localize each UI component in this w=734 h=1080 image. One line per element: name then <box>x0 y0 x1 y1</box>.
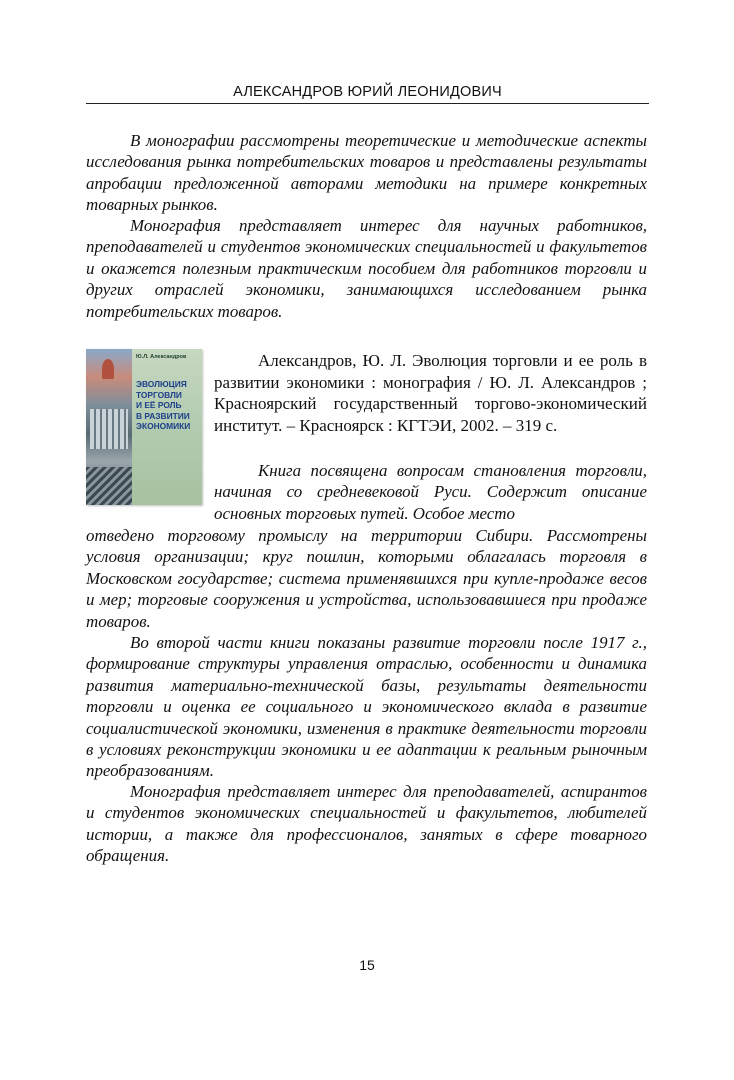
cover-crowd-shape <box>86 467 132 505</box>
book-audience-paragraph: Монография представляет интерес для преподавателей, аспирантов и студентов экономических специальностей и факультетов, любителей истории, а также для профессионалов, занятых в сфере товарного обращения. <box>86 782 647 866</box>
book-citation: Александров, Ю. Л. Эволюция торговли и ее роль в развитии экономики : монография / Ю. Л. Александров ; Красноярский государственный торгово-экономический институт. – Красноярск : КГТЭИ, 2002. – 319 с. <box>214 351 647 435</box>
intro-paragraph-2: Монография представляет интерес для научных работников, преподавателей и студентов экономических специальностей и факультетов и окажется полезным практическим пособием для работников торговли и других отраслей экономики, занимающихся исследованием рынка потребительских товаров. <box>86 216 647 321</box>
intro-paragraph-1: В монографии рассмотрены теоретические и методические аспекты исследования рынка потребительских товаров и представлены результаты апробации предложенной авторами методики на примере конкретных товарных рынков. <box>86 131 647 215</box>
book-description-line-2: торговли, начиная со средневековой Руси. Содержит <box>214 461 647 502</box>
book-description-line-1: Книга посвящена вопросам становления <box>258 461 566 480</box>
book-cover-image <box>86 349 202 505</box>
cover-building-shape <box>90 409 128 449</box>
book-description-start <box>214 460 647 524</box>
cover-title: ЭВОЛЮЦИЯ ТОРГОВЛИ И ЕЁ РОЛЬ В РАЗВИТИИ ЭКОНОМИКИ <box>136 379 191 432</box>
cover-author: Ю.Л. Александров <box>136 354 187 360</box>
book-description-line-3: описание основных торговых путей. Особое место <box>214 482 647 523</box>
cover-dome-shape <box>102 359 114 379</box>
book-description-continued: отведено торговому промыслу на территории Сибири. Рассмотрены условия организации; круг пошлин, которыми облагалась торговля в Московском государстве; система применявшихся при купле-продаже весов и мер; торговые сооружения и устройства, использовавшиеся при продаже товаров. <box>86 526 647 631</box>
page-number: 15 <box>359 957 375 973</box>
book-second-part-paragraph: Во второй части книги показаны развитие торговли после 1917 г., формирование структуры управления отраслью, особенности и динамика развития материально-технической базы, результаты деятельности торговли и оценка ее социального и экономического вклада в развитие социалистической экономики, изменения в практике деятельности торговли в условиях реконструкции экономики и ее адаптации к реальным рыночным преобразованиям. <box>86 633 647 781</box>
page-header: АЛЕКСАНДРОВ ЮРИЙ ЛЕОНИДОВИЧ <box>86 84 649 104</box>
cover-photo-collage <box>86 349 132 505</box>
